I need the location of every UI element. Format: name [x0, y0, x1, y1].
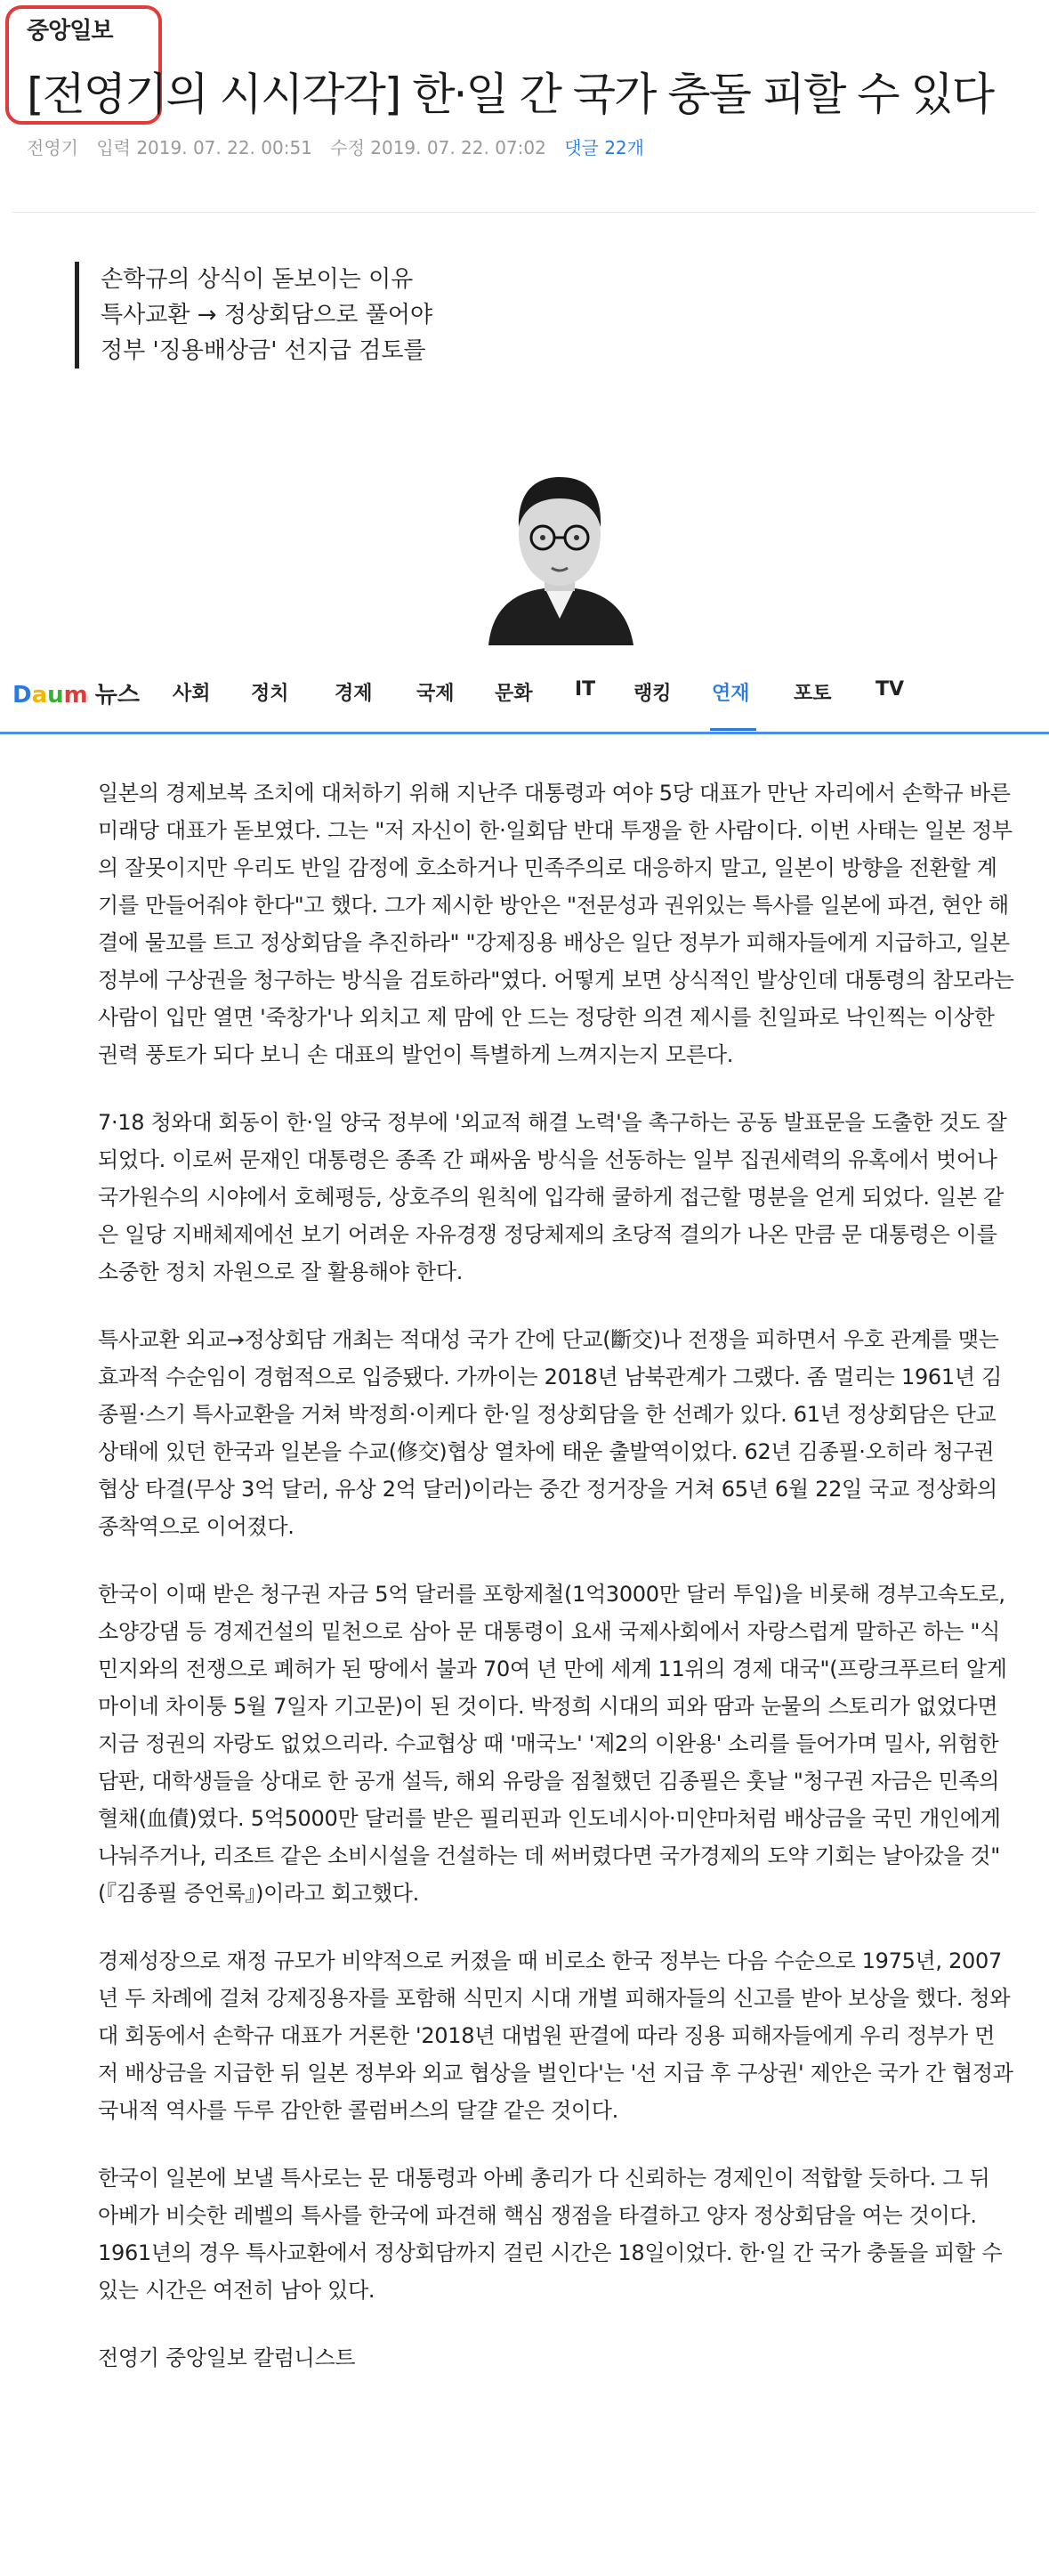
nav-item-culture[interactable]: 문화 — [495, 683, 533, 705]
nav-item-it[interactable]: IT — [575, 678, 596, 701]
daum-logo[interactable]: Daum 뉴스 — [12, 682, 140, 709]
article-body — [98, 774, 1014, 2407]
article-paragraph: 한국이 일본에 보낼 특사로는 문 대통령과 아베 총리가 다 신뢰하는 경제인이 적합할 듯하다. 그 뒤 아베가 비슷한 레벨의 특사를 한국에 파견해 핵심 쟁점을 타결하고 양자 정상회담을 여는 것이다. 1961년의 경우 특사교환에서 정상회담까지 걸린 시간은 18일이었다. 한·일 간 국가 충돌을 피할 수 있는 시간은 여전히 남아 있다. — [98, 2166, 1003, 2303]
comment-count-link[interactable]: 댓글 22개 — [564, 137, 644, 158]
nav-item-tv[interactable]: TV — [876, 678, 905, 701]
author-portrait — [475, 454, 644, 645]
header-divider — [12, 212, 1036, 213]
nav-item-ranking[interactable]: 랭킹 — [633, 683, 672, 705]
nav-item-international[interactable]: 국제 — [416, 683, 455, 705]
nav-item-politics[interactable]: 정치 — [251, 683, 289, 705]
nav-item-series[interactable]: 연재 — [712, 683, 750, 705]
published-time: 입력 2019. 07. 22. 00:51 — [96, 137, 312, 158]
nav-item-photo[interactable]: 포토 — [794, 683, 832, 705]
article-paragraph: 특사교환 외교→정상회담 개최는 적대성 국가 간에 단교(斷交)나 전쟁을 피하면서 우호 관계를 맺는 효과적 수순임이 경험적으로 입증됐다. 가까이는 2018년 남북관계가 그랬다. 좀 멀리는 1961년 김종필·스기 특사교환을 거쳐 박정희·이케다 한·일 정상회담을 한 선례가 있다. 61년 정상회담은 단교 상태에 있던 한국과 일본을 수교(修交)협상 열차에 태운 출발역이었다. 62년 김종필·오히라 청구권 협상 타결(무상 3억 달러, 유상 2억 달러)이라는 중간 정거장을 거쳐 65년 6월 22일 국교 정상화의 종착역으로 이어졌다. — [98, 1327, 1002, 1539]
nav-divider — [0, 732, 1049, 734]
article-paragraph: 한국이 이때 받은 청구권 자금 5억 달러를 포항제철(1억3000만 달러 투입)을 비롯해 경부고속도로, 소양강댐 등 경제건설의 밑천으로 삼아 문 대통령이 요새 국제사회에서 자랑스럽게 말하곤 하는 "식민지와의 전쟁으로 폐허가 된 땅에서 불과 70여 년 만에 세계 11위의 경제 대국"(프랑크푸르터 알게마이네 차이퉁 5월 7일자 기고문)이 된 것이다. 박정희 시대의 피와 땀과 눈물의 스토리가 없었다면 지금 정권의 자랑도 없었으리라. 수교협상 때 '매국노' '제2의 이완용' 소리를 들어가며 밀사, 위험한 담판, 대학생들을 상대로 한 공개 설득, 해외 유랑을 점철했던 김종필은 훗날 "청구권 자금은 민족의 혈채(血債)였다. 5억5000만 달러를 받은 필리핀과 인도네시아·미얀마처럼 배상금을 국민 개인에게 나눠주거나, 리조트 같은 소비시설을 건설하는 데 써버렸다면 국가경제의 도약 기회는 날아갔을 것"(『김종필 증언록』)이라고 회고했다. — [98, 1582, 1007, 1906]
author-name: 전영기 — [27, 137, 78, 158]
article-paragraph: 일본의 경제보복 조치에 대처하기 위해 지난주 대통령과 여야 5당 대표가 만난 자리에서 손학규 바른미래당 대표가 돋보였다. 그는 "저 자신이 한·일회담 반대 투쟁을 한 사람이다. 이번 사태는 일본 정부의 잘못이지만 우리도 반일 감정에 호소하거나 민족주의로 대응하지 말고, 일본이 방향을 전환할 계기를 만들어줘야 한다"고 했다. 그가 제시한 방안은 "전문성과 권위있는 특사를 일본에 파견, 현안 해결에 물꼬를 트고 정상회담을 추진하라" "강제징용 배상은 일단 정부가 피해자들에게 지급하고, 일본 정부에 구상권을 청구하는 방식을 검토하라"였다. 어떻게 보면 상식적인 발상인데 대통령의 참모라는 사람이 입만 열면 '죽창가'나 외치고 제 맘에 안 드는 정당한 의견 제시를 친일파로 낙인찍는 이상한 권력 풍토가 되다 보니 손 대표의 발언이 특별하게 느껴지는지 모른다. — [98, 781, 1014, 1067]
subhead-line: 손학규의 상식이 돋보이는 이유 — [101, 266, 414, 293]
nav-service-news[interactable]: 뉴스 — [94, 682, 140, 709]
article-title: [전영기의 시시각각] 한·일 간 국가 충돌 피할 수 있다 — [27, 69, 994, 120]
nav-active-indicator — [710, 728, 756, 731]
nav-item-society[interactable]: 사회 — [173, 683, 211, 705]
article-paragraph: 경제성장으로 재정 규모가 비약적으로 커졌을 때 비로소 한국 정부는 다음 수순으로 1975년, 2007년 두 차례에 걸쳐 강제징용자를 포함해 식민지 시대 개별 피해자들의 신고를 받아 보상을 했다. 청와대 회동에서 손학규 대표가 거론한 '2018년 대법원 판결에 따라 징용 피해자들에게 우리 정부가 먼저 배상금을 지급한 뒤 일본 정부와 외교 협상을 벌인다'는 '선 지급 후 구상권' 제안은 국가 간 협정과 국내적 역사를 두루 감안한 콜럼버스의 달걀 같은 것이다. — [98, 1948, 1013, 2123]
modified-time: 수정 2019. 07. 22. 07:02 — [330, 137, 546, 158]
source-logo[interactable]: 중앙일보 — [27, 18, 113, 45]
article-paragraph: 7·18 청와대 회동이 한·일 양국 정부에 '외교적 해결 노력'을 촉구하는 공동 발표문을 도출한 것도 잘되었다. 이로써 문재인 대통령은 종족 간 패싸움 방식을 선동하는 일부 집권세력의 유혹에서 벗어나 국가원수의 시야에서 호혜평등, 상호주의 원칙에 입각해 쿨하게 접근할 명분을 얻게 되었다. 일본 같은 일당 지배체제에선 보기 어려운 자유경쟁 정당체제의 초당적 결의가 나온 만큼 문 대통령은 이를 소중한 정치 자원으로 잘 활용해야 한다. — [98, 1110, 1007, 1284]
article-meta — [27, 134, 657, 159]
article-byline: 전영기 중앙일보 칼럼니스트 — [98, 2345, 356, 2370]
nav-item-economy[interactable]: 경제 — [335, 683, 373, 705]
top-navigation — [0, 659, 1049, 733]
article-subhead — [75, 262, 432, 369]
subhead-line: 정부 '징용배상금' 선지급 검토를 — [101, 337, 426, 364]
subhead-line: 특사교환 → 정상회담으로 풀어야 — [101, 302, 433, 328]
